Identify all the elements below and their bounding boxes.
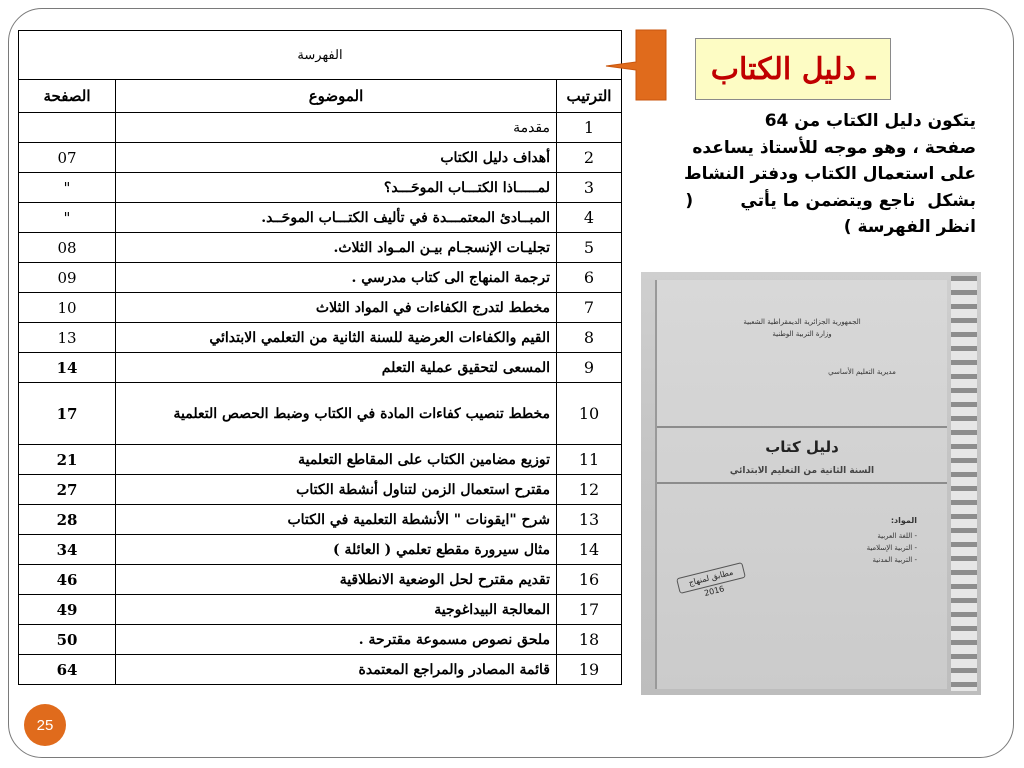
header-topic: الموضوع [116, 80, 557, 113]
row-num: 16 [557, 565, 622, 595]
cover-rule [657, 426, 947, 428]
cover-book-subtitle: السنة الثانية من التعليم الابتدائي [729, 466, 875, 476]
cover-subject: - اللغة العربية [877, 532, 917, 540]
row-topic: مخطط تنصيب كفاءات المادة في الكتاب وضبط الحصص التعلمية [116, 383, 557, 445]
table-caption: الفهرسة [19, 31, 622, 80]
cover-directorate: مديرية التعليم الأساسي [828, 368, 896, 376]
row-num: 1 [557, 113, 622, 143]
description-line: بشكل ناجع ويتضمن ما يأتي ( [685, 190, 976, 211]
table-row [19, 203, 622, 233]
row-topic: ملحق نصوص مسموعة مقترحة . [116, 625, 557, 655]
table-row [19, 565, 622, 595]
cover-subject: - التربية المدنية [872, 556, 917, 564]
row-page: 46 [19, 565, 116, 595]
row-topic: شرح "ايقونات " الأنشطة التعلمية في الكتاب [116, 505, 557, 535]
table-row [19, 383, 622, 445]
row-page: 64 [19, 655, 116, 685]
row-topic: تجليـات الإنسجـام بيـن المـواد الثلاث. [116, 233, 557, 263]
cover-rule [657, 482, 947, 484]
table-body [19, 113, 622, 685]
row-num: 8 [557, 323, 622, 353]
row-page: 50 [19, 625, 116, 655]
row-num: 12 [557, 475, 622, 505]
row-page: 49 [19, 595, 116, 625]
row-page: 08 [19, 233, 116, 263]
table-row [19, 655, 622, 685]
row-page: 28 [19, 505, 116, 535]
spiral-binding [951, 276, 977, 691]
cover-ministry: وزارة التربية الوطنية [772, 330, 832, 338]
row-num: 9 [557, 353, 622, 383]
row-page: 13 [19, 323, 116, 353]
row-topic: مقترح استعمال الزمن لتناول أنشطة الكتاب [116, 475, 557, 505]
table-row [19, 233, 622, 263]
book-cover-photo [641, 272, 981, 695]
cover-subjects-label: المواد: [890, 516, 917, 525]
table-row [19, 143, 622, 173]
row-num: 14 [557, 535, 622, 565]
description-line: على استعمال الكتاب ودفتر النشاط [684, 164, 976, 184]
row-topic: المسعى لتحقيق عملية التعلم [116, 353, 557, 383]
table-header-row [19, 80, 622, 113]
table-row [19, 625, 622, 655]
row-topic: مثال سيرورة مقطع تعلمي ( العائلة ) [116, 535, 557, 565]
row-page: 07 [19, 143, 116, 173]
title-box [695, 38, 891, 100]
slide-title: ـ دليل الكتاب [710, 51, 876, 87]
row-page: 27 [19, 475, 116, 505]
row-page: 14 [19, 353, 116, 383]
callout-arrow-icon [600, 28, 670, 104]
header-num: الترتيب [557, 80, 622, 113]
row-num: 13 [557, 505, 622, 535]
table-row [19, 595, 622, 625]
row-topic: مقدمة [116, 113, 557, 143]
table-row [19, 505, 622, 535]
row-num: 5 [557, 233, 622, 263]
table-row [19, 323, 622, 353]
row-topic: تقديم مقترح لحل الوضعية الانطلاقية [116, 565, 557, 595]
row-page: 10 [19, 293, 116, 323]
cover-book-title: دليل كتاب [765, 438, 839, 456]
table-row [19, 475, 622, 505]
row-num: 18 [557, 625, 622, 655]
table-row [19, 293, 622, 323]
table-caption-row [19, 31, 622, 80]
row-num: 3 [557, 173, 622, 203]
row-page: 09 [19, 263, 116, 293]
table-row [19, 113, 622, 143]
row-page: " [19, 203, 116, 233]
table-row [19, 445, 622, 475]
description [640, 108, 976, 241]
row-topic: ترجمة المنهاج الى كتاب مدرسي . [116, 263, 557, 293]
row-topic: توزيع مضامين الكتاب على المقاطع التعلمية [116, 445, 557, 475]
header-page: الصفحة [19, 80, 116, 113]
index-table [18, 30, 622, 685]
table-row [19, 263, 622, 293]
row-num: 10 [557, 383, 622, 445]
row-page: 34 [19, 535, 116, 565]
description-line: يتكون دليل الكتاب من 64 [764, 111, 976, 131]
row-num: 2 [557, 143, 622, 173]
row-num: 19 [557, 655, 622, 685]
row-page: 17 [19, 383, 116, 445]
row-topic: أهداف دليل الكتاب [116, 143, 557, 173]
row-num: 17 [557, 595, 622, 625]
row-num: 4 [557, 203, 622, 233]
row-num: 7 [557, 293, 622, 323]
description-line: صفحة ، وهو موجه للأستاذ يساعده [692, 137, 976, 158]
row-topic: المعالجة البيداغوجية [116, 595, 557, 625]
row-page: 21 [19, 445, 116, 475]
table-row [19, 535, 622, 565]
row-topic: المبــادئ المعتمـــدة في تأليف الكتـــاب الموحَــد. [116, 203, 557, 233]
cover-subject: - التربية الإسلامية [866, 544, 917, 552]
row-page: " [19, 173, 116, 203]
row-page [19, 113, 116, 143]
table-row [19, 353, 622, 383]
row-num: 6 [557, 263, 622, 293]
row-topic: مخطط لتدرج الكفاءات في المواد الثلاث [116, 293, 557, 323]
description-line: انظر الفهرسة ) [843, 217, 976, 237]
curriculum-stamp: مطابق لمنهاج 2016 [676, 562, 746, 594]
page-number-badge: 25 [24, 704, 66, 746]
cover-page [655, 280, 947, 689]
cover-republic: الجمهورية الجزائرية الديمقراطية الشعبية [743, 318, 861, 326]
table-row [19, 173, 622, 203]
row-topic: لمـــــاذا الكتـــاب الموحَـــد؟ [116, 173, 557, 203]
row-topic: قائمة المصادر والمراجع المعتمدة [116, 655, 557, 685]
row-num: 11 [557, 445, 622, 475]
row-topic: القيم والكفاءات العرضية للسنة الثانية من التعلمي الابتدائي [116, 323, 557, 353]
